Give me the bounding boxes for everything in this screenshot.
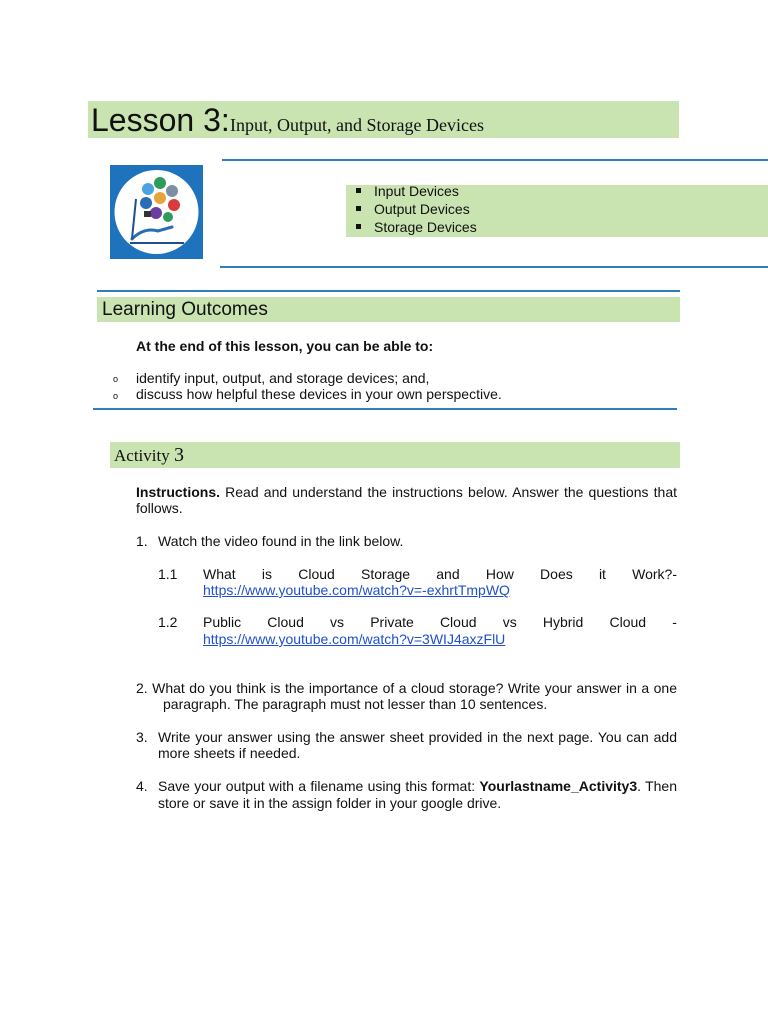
step-3-line: more sheets if needed.	[158, 745, 301, 761]
step-2-line: paragraph. The paragraph must not lesser than 10 sentences.	[163, 696, 548, 712]
step-3-line: Write your answer using the answer sheet provided in the next page. You can add	[158, 729, 677, 745]
lesson-logo	[110, 165, 203, 259]
substep-title: What is Cloud Storage and How Does it Work?-	[203, 566, 677, 582]
substep-title: Public Cloud vs Private Cloud vs Hybrid Cloud -	[203, 614, 677, 630]
outcome-item: identify input, output, and storage devices; and,	[136, 370, 430, 386]
lesson-header	[88, 101, 679, 138]
divider	[97, 290, 680, 292]
substep-number: 1.1	[158, 566, 178, 582]
step-number: 4.	[136, 778, 148, 794]
outcome-item: discuss how helpful these devices in your own perspective.	[136, 386, 502, 402]
topic-item: Input Devices	[356, 183, 459, 200]
circle-bullet-icon: o	[113, 374, 119, 384]
lesson-label: Lesson 3:	[91, 102, 230, 138]
topics-list	[346, 185, 768, 237]
circle-bullet-icon: o	[113, 391, 119, 401]
step-2-line: 2. What do you think is the importance of a cloud storage? Write your answer in a one	[136, 680, 677, 696]
learning-outcomes-title: Learning Outcomes	[102, 299, 268, 320]
step-number: 3.	[136, 729, 148, 745]
instructions-line: follows.	[136, 500, 183, 516]
divider	[222, 159, 768, 161]
filename-format: Yourlastname_Activity3	[479, 778, 638, 794]
lesson-subtitle: Input, Output, and Storage Devices	[230, 115, 484, 135]
devices-hand-icon	[110, 165, 203, 259]
step-4-line: Save your output with a filename using this format: Yourlastname_Activity3. Then	[158, 778, 677, 794]
divider	[220, 266, 768, 268]
step-number: 1.	[136, 533, 148, 549]
topic-item: Storage Devices	[356, 219, 477, 236]
substep-number: 1.2	[158, 614, 178, 630]
activity-title: Activity 3	[114, 444, 184, 466]
bullet-square-icon	[356, 206, 361, 211]
learning-outcomes-header	[97, 297, 680, 322]
step-4-line: store or save it in the assign folder in your google drive.	[158, 795, 502, 811]
video-link-1[interactable]: https://www.youtube.com/watch?v=-exhrtTmpWQ	[203, 582, 510, 598]
instructions-label: Instructions.	[136, 484, 221, 500]
activity-header	[110, 442, 680, 468]
video-link-2[interactable]: https://www.youtube.com/watch?v=3WIJ4axzFlU	[203, 631, 506, 647]
outcomes-intro: At the end of this lesson, you can be able to:	[136, 338, 434, 354]
bullet-square-icon	[356, 224, 361, 229]
topic-item: Output Devices	[356, 201, 470, 218]
divider	[93, 408, 677, 410]
bullet-square-icon	[356, 188, 361, 193]
step-text: Watch the video found in the link below.	[158, 533, 404, 549]
instructions-line: Instructions. Read and understand the instructions below. Answer the questions that	[136, 484, 677, 500]
